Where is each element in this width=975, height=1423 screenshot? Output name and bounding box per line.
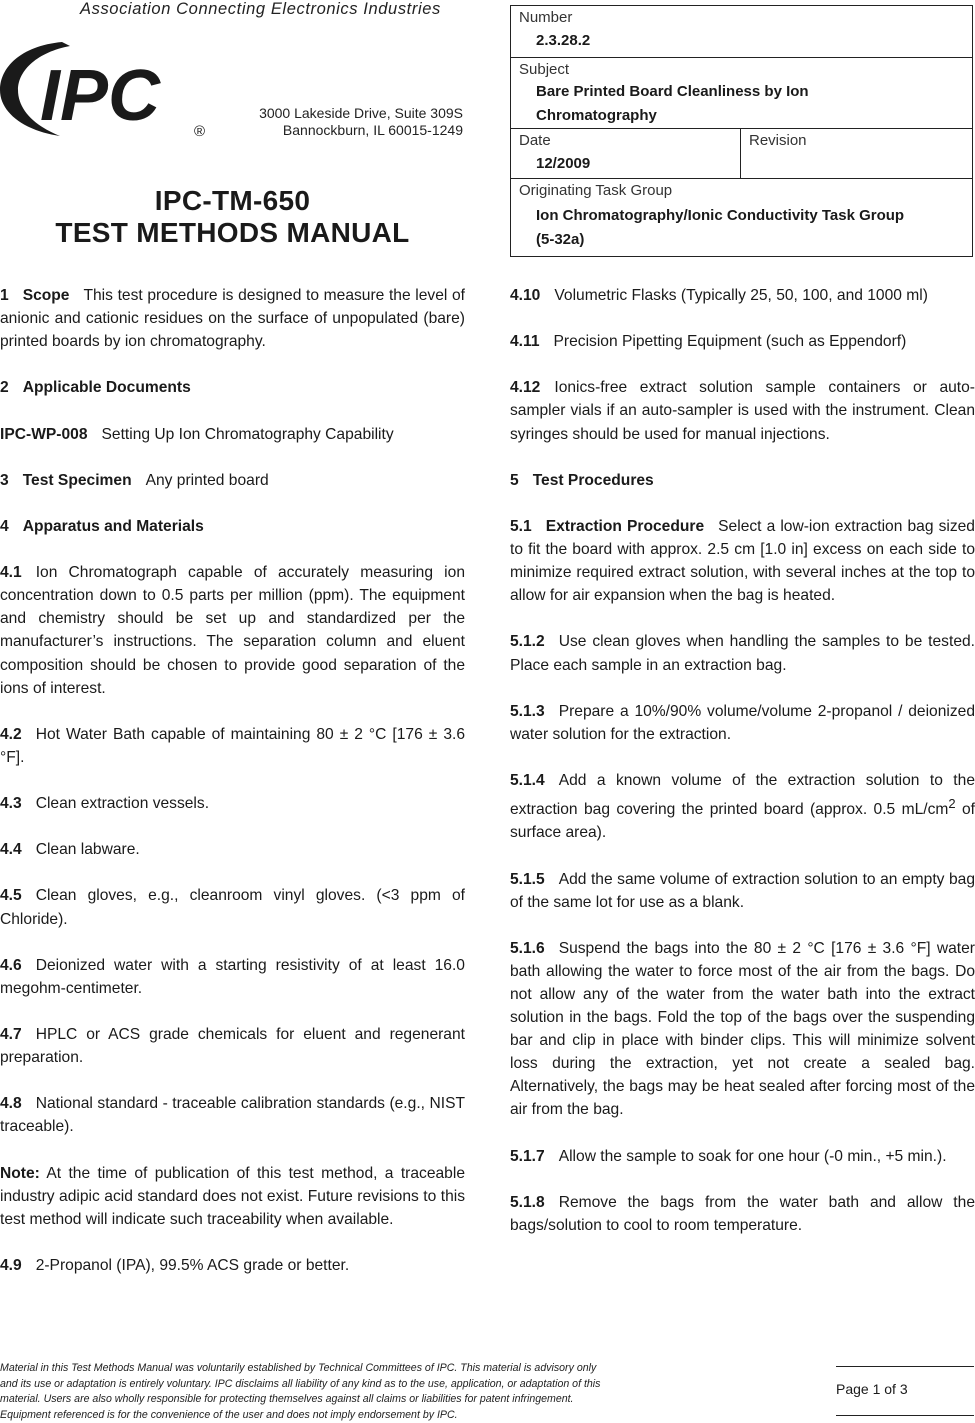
number-label: Number: [519, 9, 572, 26]
paragraph: [0, 723, 465, 769]
section-text: of surface area).: [510, 801, 975, 841]
paragraph: [510, 376, 975, 445]
association-tagline: Association Connecting Electronics Industries: [80, 0, 441, 19]
section-heading: Apparatus and Materials: [23, 518, 204, 535]
section-number: 1: [0, 287, 9, 304]
disclaimer-line: Equipment referenced is for the convenience of the user and does not imply endorsement by IPC.: [0, 1408, 600, 1423]
section-number: 4.7: [0, 1026, 22, 1043]
number-value: 2.3.28.2: [536, 29, 590, 53]
section-text: Ionics-free extract solution sample containers or auto-sampler vials if an auto-sampler is used with the instrument. Clean syringes should be used for manual injections.: [510, 379, 975, 442]
section-number: 5.1.6: [510, 940, 545, 957]
paragraph: [0, 884, 465, 930]
section-heading: Test Specimen: [23, 472, 132, 489]
paragraph: [0, 1254, 465, 1277]
paragraph: [0, 1092, 465, 1138]
section-number: 4.9: [0, 1257, 22, 1274]
section-number: 4.4: [0, 841, 22, 858]
section-heading: Scope: [23, 287, 70, 304]
paragraph: [0, 1023, 465, 1069]
paragraph: [0, 376, 465, 399]
number-row: [511, 6, 972, 58]
disclaimer: [0, 1361, 600, 1423]
section-number: 4: [0, 518, 9, 535]
section-number: 4.5: [0, 887, 22, 904]
section-text: Allow the sample to soak for one hour (-0 min., +5 min.).: [559, 1148, 947, 1165]
document-info-box: [510, 5, 973, 257]
address-line: 3000 Lakeside Drive, Suite 309S: [259, 105, 463, 122]
section-text: Ion Chromatograph capable of accurately measuring ion concentration down to 0.5 parts per million (ppm). The equipment and chemistry should be set up and standardized per the manufacturer’s instructions. The separation column and eluent composition should be chosen to provide good separation of the ions of interest.: [0, 564, 465, 696]
section-text: Precision Pipetting Equipment (such as Eppendorf): [554, 333, 907, 350]
disclaimer-line: Material in this Test Methods Manual was voluntarily established by Technical Committees of IPC. This material is advisory only: [0, 1361, 600, 1377]
subject-label: Subject: [519, 61, 569, 78]
section-text: Clean extraction vessels.: [36, 795, 209, 812]
section-number: 5: [510, 472, 519, 489]
section-text: Volumetric Flasks (Typically 25, 50, 100, and 1000 ml): [554, 287, 928, 304]
right-column: [510, 284, 975, 1260]
svg-text:®: ®: [194, 123, 205, 138]
page-indicator: [836, 1366, 974, 1416]
disclaimer-line: and its use or adaptation is entirely voluntary. IPC disclaims all liability of any kind as to the use, application, or adaptation of this: [0, 1377, 600, 1393]
section-number: 4.1: [0, 564, 22, 581]
left-column: [0, 284, 465, 1300]
paragraph: [510, 469, 975, 492]
divider: [740, 129, 741, 178]
paragraph: [510, 769, 975, 844]
subject-line: Bare Printed Board Cleanliness by Ion: [536, 80, 809, 104]
manual-title: [0, 185, 465, 249]
section-number: 5.1.7: [510, 1148, 545, 1165]
paragraph: [510, 515, 975, 607]
section-number: 5.1: [510, 518, 532, 535]
section-text: Setting Up Ion Chromatography Capability: [102, 426, 394, 443]
paragraph: [0, 469, 465, 492]
date-row: [511, 129, 972, 179]
section-text: Hot Water Bath capable of maintaining 80 ± 2 °C [176 ± 3.6 °F].: [0, 726, 465, 766]
section-text: Remove the bags from the water bath and allow the bags/solution to cool to room temperature.: [510, 1194, 975, 1234]
section-number: 2: [0, 379, 9, 396]
section-heading: Extraction Procedure: [546, 518, 704, 535]
paragraph: [0, 515, 465, 538]
subject-line: Chromatography: [536, 104, 809, 128]
section-number: 4.2: [0, 726, 22, 743]
paragraph: [510, 330, 975, 353]
section-text: Clean labware.: [36, 841, 140, 858]
title-line: TEST METHODS MANUAL: [0, 217, 465, 249]
section-number: 5.1.2: [510, 633, 545, 650]
paragraph: [510, 937, 975, 1122]
paragraph: [510, 630, 975, 676]
disclaimer-line: material. Users are also wholly responsible for protecting themselves against all claims or liabilities for patent infringement.: [0, 1392, 600, 1408]
task-group-label: Originating Task Group: [519, 182, 672, 199]
paragraph: [510, 1191, 975, 1237]
paragraph: [0, 284, 465, 353]
subject-row: [511, 58, 972, 129]
date-label: Date: [519, 132, 551, 149]
task-group-row: [511, 179, 972, 256]
section-text: Add a known volume of the extraction solution to the extraction bag covering the printed board (approx. 0.5 mL/cm: [510, 772, 975, 818]
title-line: IPC-TM-650: [0, 185, 465, 217]
section-heading: Applicable Documents: [23, 379, 191, 396]
section-text: This test procedure is designed to measure the level of anionic and cationic residues on the surface of unpopulated (bare) printed boards by ion chromatography.: [0, 287, 465, 350]
address-line: Bannockburn, IL 60015-1249: [259, 122, 463, 139]
section-number: 5.1.4: [510, 772, 545, 789]
section-text: Suspend the bags into the 80 ± 2 °C [176 ± 3.6 °F] water bath allowing the water to force most of the air from the bags. Do not allow any of the water from the water bath into the extract solution in the bags. Fold the top of the bags over the suspending bar and clip in place with binder clips. This will minimize solvent loss during the extraction, yet not create a sealed bag. Alternatively, the bags may be heat sealed after forcing most of the air from the bag.: [510, 940, 975, 1119]
paragraph: [510, 1145, 975, 1168]
section-number: 4.8: [0, 1095, 22, 1112]
section-number: 5.1.3: [510, 703, 545, 720]
section-text: Deionized water with a starting resistivity of at least 16.0 megohm-centimeter.: [0, 957, 465, 997]
paragraph: [0, 423, 465, 446]
section-text: At the time of publication of this test method, a traceable industry adipic acid standard does not exist. Future revisions to this test method will indicate such traceability when available.: [0, 1165, 465, 1228]
section-number: 4.11: [510, 333, 540, 350]
paragraph: [0, 838, 465, 861]
paragraph: [0, 561, 465, 700]
paragraph: [0, 792, 465, 815]
superscript: 2: [948, 796, 955, 811]
section-text: Prepare a 10%/90% volume/volume 2-propanol / deionized water solution for the extraction.: [510, 703, 975, 743]
revision-label: Revision: [749, 132, 807, 149]
page-number: Page 1 of 3: [836, 1381, 908, 1397]
section-text: 2-Propanol (IPA), 99.5% ACS grade or better.: [36, 1257, 350, 1274]
section-text: Use clean gloves when handling the samples to be tested. Place each sample in an extraction bag.: [510, 633, 975, 673]
section-number: 4.3: [0, 795, 22, 812]
section-number: 3: [0, 472, 9, 489]
section-number: Note:: [0, 1165, 40, 1182]
section-number: 4.12: [510, 379, 540, 396]
section-text: National standard - traceable calibration standards (e.g., NIST traceable).: [0, 1095, 465, 1135]
section-text: Any printed board: [146, 472, 269, 489]
section-number: 4.10: [510, 287, 540, 304]
section-text: Clean gloves, e.g., cleanroom vinyl gloves. (<3 ppm of Chloride).: [0, 887, 465, 927]
paragraph: [510, 700, 975, 746]
paragraph: [0, 954, 465, 1000]
subject-value: [536, 80, 809, 128]
task-group-line: (5-32a): [536, 228, 904, 252]
section-number: 5.1.5: [510, 871, 545, 888]
paragraph: [0, 1162, 465, 1231]
section-heading: Test Procedures: [533, 472, 654, 489]
section-number: 4.6: [0, 957, 22, 974]
svg-text:IPC: IPC: [40, 56, 161, 136]
date-value: 12/2009: [536, 152, 590, 176]
paragraph: [510, 868, 975, 914]
section-text: Select a low-ion extraction bag sized to fit the board with approx. 2.5 cm [1.0 in] excess on each side to minimize required extract solution, with several inches at the top to allow for air expansion when the bag is heated.: [510, 518, 975, 604]
paragraph: [510, 284, 975, 307]
section-text: HPLC or ACS grade chemicals for eluent and regenerant preparation.: [0, 1026, 465, 1066]
section-text: Add the same volume of extraction solution to an empty bag of the same lot for use as a blank.: [510, 871, 975, 911]
ipc-logo: [0, 38, 215, 138]
task-group-line: Ion Chromatography/Ionic Conductivity Task Group: [536, 204, 904, 228]
task-group-value: [536, 204, 904, 252]
section-number: IPC-WP-008: [0, 426, 88, 443]
section-number: 5.1.8: [510, 1194, 545, 1211]
address: [259, 105, 463, 139]
